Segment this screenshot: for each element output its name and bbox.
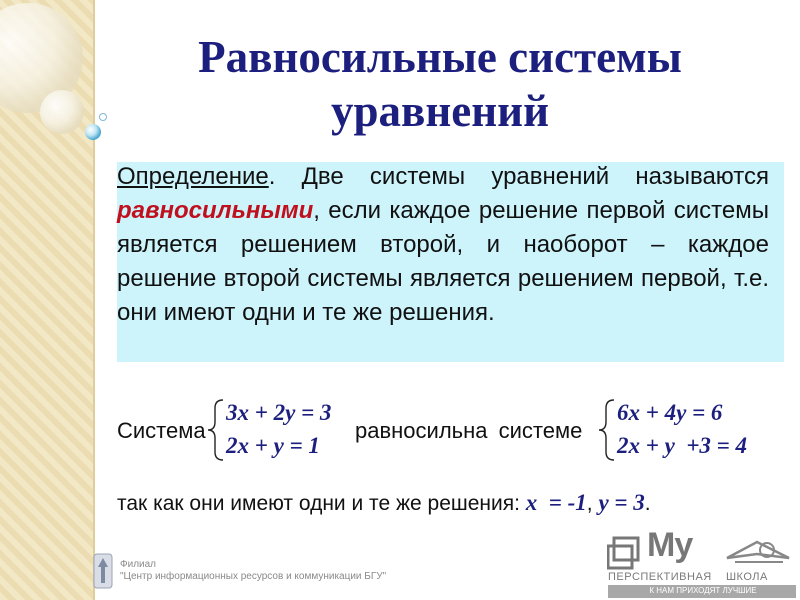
solution-y: y = 3 — [598, 490, 645, 515]
definition-term: Определение — [117, 163, 269, 190]
system1-equation-2: 2x + y = 1 — [226, 433, 320, 458]
system2-equation-2: 2x + y +3 = 4 — [617, 433, 748, 458]
solution-separator: , — [586, 492, 599, 515]
title-line-2: уравнений — [330, 86, 549, 136]
brace-right-icon — [596, 398, 618, 462]
conclusion-end: . — [644, 492, 651, 515]
system2-equation-1: 6x + 4y = 6 — [617, 400, 723, 425]
definition-text-part1: . Две системы уравнений называются — [268, 163, 769, 190]
definition-paragraph — [117, 160, 769, 330]
definition-highlight-word: равносильными — [117, 197, 314, 224]
brand-tagline-1: ПЕРСПЕКТИВНАЯ ШКОЛА — [608, 571, 768, 583]
slide-title — [100, 30, 780, 138]
footer-credit — [120, 559, 386, 583]
conclusion-line — [117, 490, 651, 516]
footer-line-2: "Центр информационных ресурсов и коммуникации БГУ" — [120, 571, 387, 582]
system1-equation-1: 3x + 2y = 3 — [226, 400, 332, 425]
brand-logo-text: My — [647, 526, 693, 564]
conclusion-text: так как они имеют одни и те же решения: — [117, 492, 526, 515]
title-line-1: Равносильные системы — [198, 32, 682, 82]
footer-line-1: Филиал — [120, 559, 157, 570]
bubble-blue — [85, 124, 101, 140]
solution-x: x = -1 — [525, 490, 587, 515]
equivalent-label: равносильна системе — [355, 418, 583, 443]
definition-text-part2: , если каждое решение первой системы является решением второй, и наоборот – каждое решение второй системы является решением первой, т.е. они имеют одни и те же решения. — [117, 197, 769, 326]
brace-left-icon — [205, 398, 227, 462]
system-label: Система — [117, 418, 206, 443]
bubble-medium — [40, 90, 84, 134]
university-logo-icon — [93, 553, 113, 589]
brand-tagline-2: К НАМ ПРИХОДЯТ ЛУЧШИЕ — [649, 586, 757, 595]
